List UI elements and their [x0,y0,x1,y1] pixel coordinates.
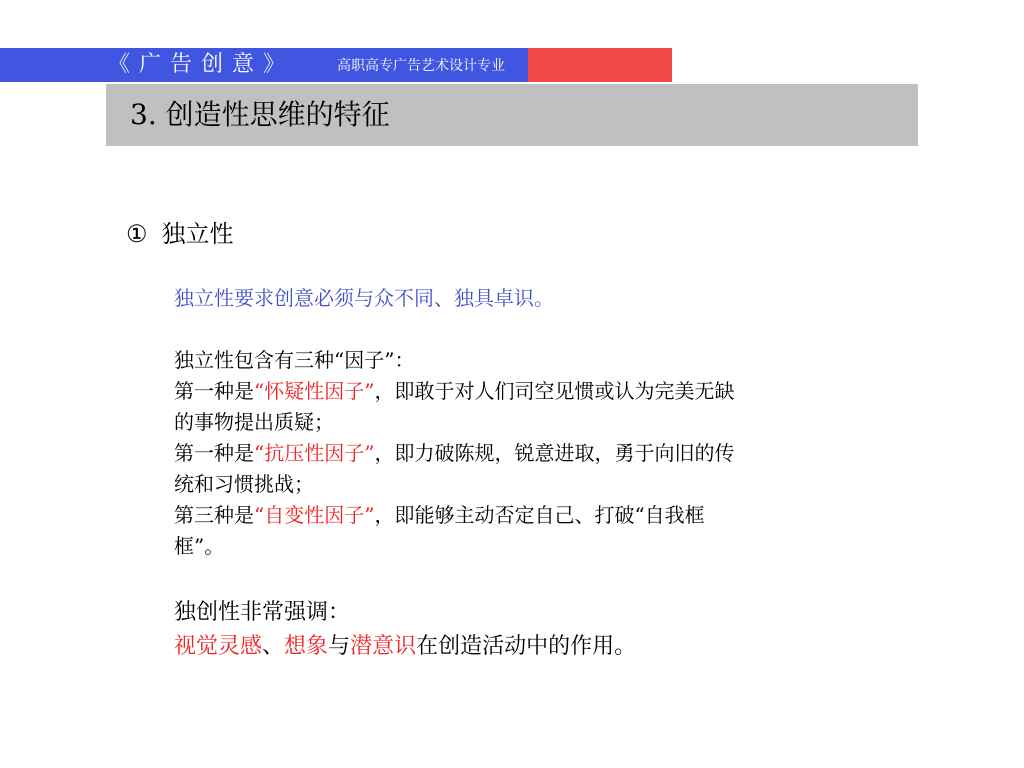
emphasis-block [174,596,924,664]
factor-prefix: 第一种是 [174,441,254,465]
course-title: 《广告创意》 [108,52,295,77]
emphasis-rest: 在创造活动中的作用。 [416,634,637,659]
factors-lead: 独立性包含有三种“因子”： [174,348,415,372]
emphasis-separator: 与 [328,634,351,659]
emphasis-term: 想象 [284,634,329,659]
factor-item-2-line-2: 统和习惯挑战； [174,472,314,496]
factor-text: ，即敢于对人们司空见惯或认为完美无缺 [374,379,735,403]
factor-prefix: 第三种是 [174,503,254,527]
emphasis-separator: 、 [262,634,285,659]
intro-text: 独立性要求创意必须与众不同、独具卓识。 [174,286,554,310]
course-subtitle: 高职高专广告艺术设计专业 [337,58,505,74]
emphasis-lead: 独创性非常强调： [174,600,351,625]
factor-item-1-line-1 [174,376,924,407]
banner-red-strip [528,48,672,82]
factor-item-3-line-2: 框”。 [174,534,225,558]
factor-prefix: 第一种是 [174,379,254,403]
emphasis-line [174,630,924,664]
section-heading [126,216,234,252]
factor-highlight: “抗压性因子” [254,441,375,465]
factor-item-1-line-2: 的事物提出质疑； [174,410,334,434]
emphasis-term: 视觉灵感 [174,634,263,659]
factor-item-3-line-1 [174,500,924,531]
slide-title: 3. 创造性思维的特征 [130,98,390,131]
factor-text: ，即能够主动否定自己、打破“自我框 [374,503,705,527]
section-title: 独立性 [161,220,234,248]
factors-block [174,345,924,562]
emphasis-term: 潜意识 [350,634,417,659]
factor-highlight: “自变性因子” [254,503,375,527]
section-number: ① [126,220,148,248]
factor-item-2-line-1 [174,438,924,469]
factor-text: ，即力破陈规，锐意进取，勇于向旧的传 [374,441,735,465]
factor-highlight: “怀疑性因子” [254,379,375,403]
